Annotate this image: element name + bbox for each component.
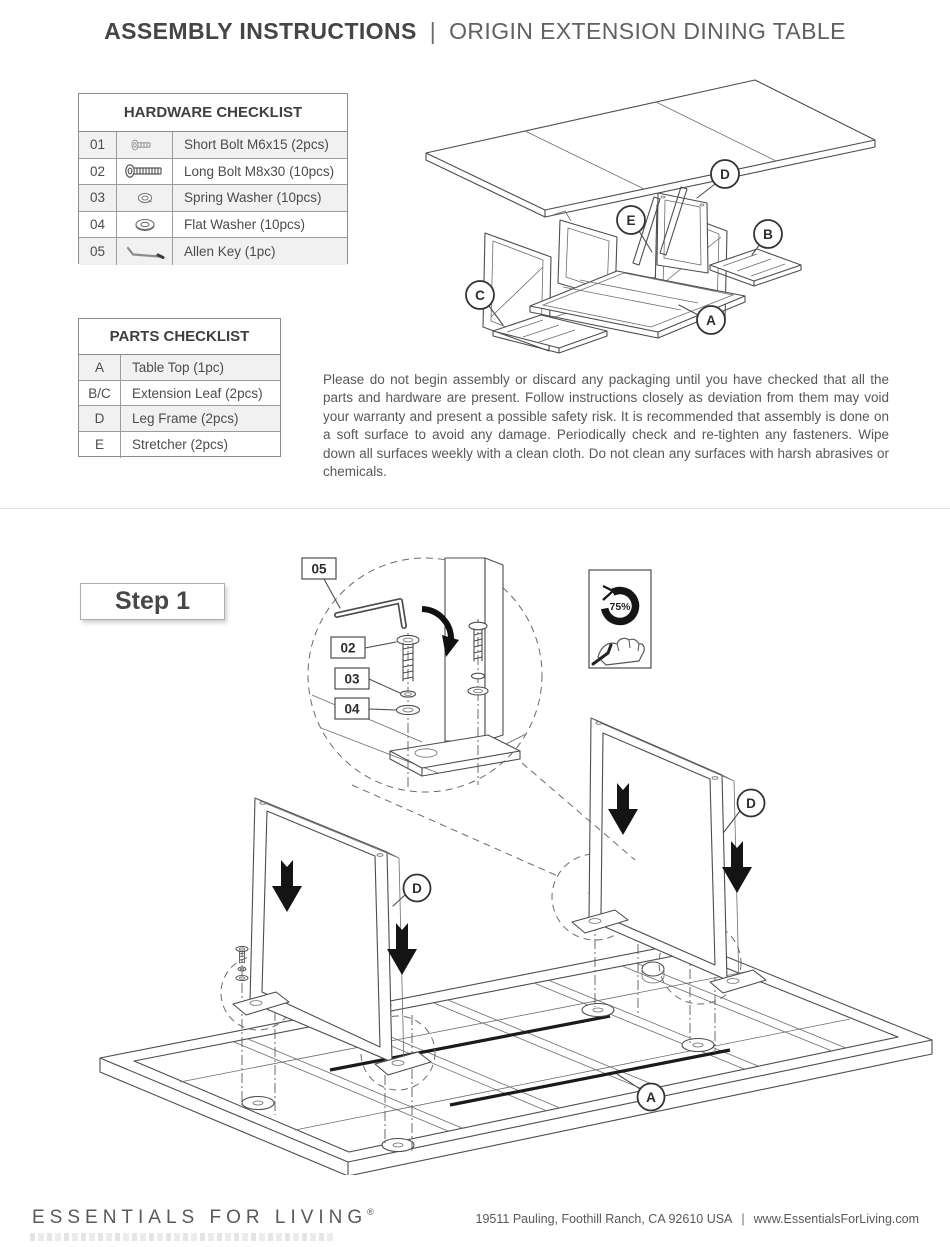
footer-website: www.EssentialsForLiving.com <box>753 1212 919 1226</box>
spring-washer-icon <box>117 185 173 211</box>
exploded-leaf-b-drawing <box>710 249 801 286</box>
exploded-label-e <box>617 206 652 252</box>
torque-percent-label: 75% <box>609 601 631 613</box>
svg-text:D: D <box>412 881 422 896</box>
step1-label-leg-frame-right <box>724 790 765 833</box>
allen-key-icon <box>117 238 173 265</box>
step1-label-leg-frame-left <box>393 875 431 907</box>
hardware-checklist-table <box>78 93 348 264</box>
page-title-product: ORIGIN EXTENSION DINING TABLE <box>449 18 846 44</box>
part-desc: Table Top (1pc) <box>132 359 225 375</box>
table-row <box>79 381 280 407</box>
part-id: B/C <box>79 381 121 406</box>
brand-name: ESSENTIALS FOR LIVING <box>32 1207 368 1228</box>
table-row <box>79 432 280 458</box>
hardware-item-number: 04 <box>79 212 117 238</box>
part-id: A <box>79 355 121 380</box>
footer-contact <box>476 1212 919 1226</box>
footer-separator: | <box>741 1212 745 1226</box>
flat-washer-icon <box>117 212 173 238</box>
table-row <box>79 238 347 265</box>
short-bolt-icon <box>117 132 173 158</box>
hardware-item-desc: Long Bolt M8x30 (10pcs) <box>184 163 335 179</box>
torque-indicator <box>589 570 651 668</box>
fine-print-strip <box>30 1233 335 1241</box>
page-title-main: ASSEMBLY INSTRUCTIONS <box>104 18 417 44</box>
svg-text:02: 02 <box>340 640 356 656</box>
section-divider <box>0 508 950 509</box>
exploded-label-c <box>466 281 503 325</box>
part-id: E <box>79 432 121 458</box>
hardware-item-number: 02 <box>79 159 117 185</box>
hardware-item-desc: Allen Key (1pc) <box>184 244 276 260</box>
hardware-item-desc: Spring Washer (10pcs) <box>184 190 322 206</box>
table-row <box>79 159 347 186</box>
svg-text:D: D <box>720 167 730 182</box>
long-bolt-icon <box>117 159 173 185</box>
svg-text:E: E <box>626 213 636 228</box>
svg-text:05: 05 <box>311 561 327 577</box>
exploded-leaf-c-drawing <box>493 315 607 353</box>
exploded-leg-frame-right-drawing <box>657 193 708 273</box>
part-desc: Stretcher (2pcs) <box>132 437 229 453</box>
page-title-separator: | <box>429 18 437 44</box>
assembly-notice-text: Please do not begin assembly or discard any packaging until you have checked that all the parts and hardware are present. Follow instructions closely as deviation from them may void your warranty and present a possible safety risk. It is recommended that assembly is done on a soft surface to avoid any damage. Periodically check and re-tighten any fasteners. Wipe down all surfaces weekly with a clean cloth. Do not clean any surfaces with harsh abrasives or chemicals. <box>323 372 889 480</box>
svg-text:A: A <box>646 1090 656 1105</box>
parts-checklist-title: PARTS CHECKLIST <box>79 319 280 355</box>
svg-text:03: 03 <box>344 671 360 687</box>
step-1-diagram <box>90 545 935 1175</box>
hardware-item-desc: Short Bolt M6x15 (2pcs) <box>184 137 329 153</box>
table-row <box>79 406 280 432</box>
hardware-item-number: 05 <box>79 238 117 265</box>
part-id: D <box>79 406 121 431</box>
hardware-item-desc: Flat Washer (10pcs) <box>184 217 306 233</box>
table-row <box>79 185 347 212</box>
hardware-checklist-title: HARDWARE CHECKLIST <box>79 94 347 132</box>
part-desc: Leg Frame (2pcs) <box>132 411 239 427</box>
hardware-item-number: 03 <box>79 185 117 211</box>
exploded-view-diagram <box>405 75 910 360</box>
table-row <box>79 355 280 381</box>
brand-logo <box>32 1207 374 1229</box>
svg-text:D: D <box>746 796 756 811</box>
step-1-label: Step 1 <box>114 587 191 615</box>
page-title <box>0 18 950 45</box>
svg-text:04: 04 <box>344 701 360 717</box>
svg-text:C: C <box>475 288 485 303</box>
svg-text:A: A <box>706 313 716 328</box>
hardware-item-number: 01 <box>79 132 117 158</box>
svg-text:B: B <box>763 227 773 242</box>
parts-checklist-table <box>78 318 281 457</box>
footer-address: 19511 Pauling, Foothill Ranch, CA 92610 USA <box>475 1212 733 1226</box>
registered-mark: ® <box>367 1207 374 1217</box>
table-row <box>79 132 347 159</box>
table-row <box>79 212 347 239</box>
part-desc: Extension Leaf (2pcs) <box>132 385 263 401</box>
